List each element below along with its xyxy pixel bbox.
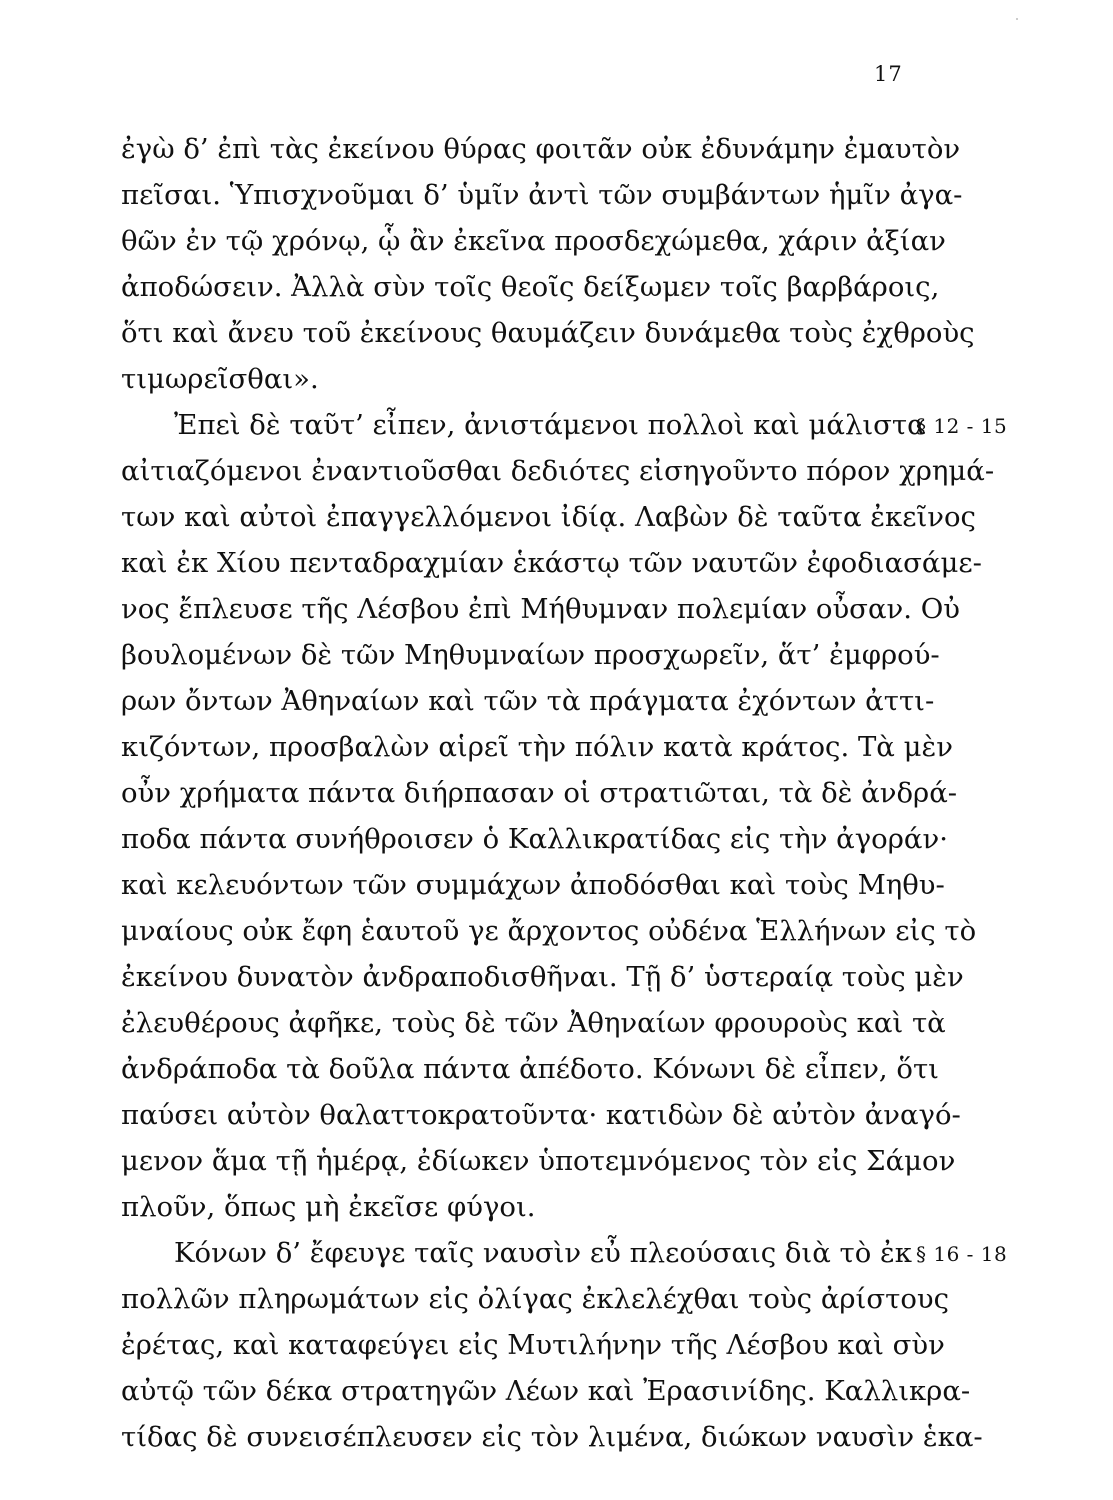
- text-line: τίδας δὲ συνεισέπλευσεν εἰς τὸν λιμένα, διώκων ναυσὶν ἑκα-: [121, 1421, 983, 1453]
- text-line: ὅτι καὶ ἄνευ τοῦ ἐκείνους θαυμάζειν δυνάμεθα τοὺς ἐχθροὺς: [121, 317, 975, 349]
- paragraph-start: Ἐπεὶ δὲ ταῦτ’ εἶπεν, ἀνιστάμενοι πολλοὶ καὶ μάλιστα: [174, 409, 926, 441]
- text-line: πλοῦν, ὅπως μὴ ἐκεῖσε φύγοι.: [121, 1191, 536, 1223]
- text-line: νος ἔπλευσε τῆς Λέσβου ἐπὶ Μήθυμναν πολεμίαν οὖσαν. Οὐ: [121, 593, 960, 625]
- text-line: καὶ κελευόντων τῶν συμμάχων ἀποδόσθαι καὶ τοὺς Μηθυ-: [121, 869, 945, 901]
- text-line: κιζόντων, προσβαλὼν αἱρεῖ τὴν πόλιν κατὰ κράτος. Τὰ μὲν: [121, 731, 953, 763]
- margin-section-ref: § 12 - 15: [916, 414, 1008, 438]
- text-line: πολλῶν πληρωμάτων εἰς ὀλίγας ἐκλελέχθαι τοὺς ἀρίστους: [121, 1283, 949, 1315]
- scan-speck: [1016, 18, 1018, 20]
- text-line: αἰτιαζόμενοι ἐναντιοῦσθαι δεδιότες εἰσηγοῦντο πόρον χρημά-: [121, 455, 995, 487]
- text-line: ἐγὼ δ’ ἐπὶ τὰς ἐκείνου θύρας φοιτᾶν οὐκ ἐδυνάμην ἐμαυτὸν: [121, 133, 961, 165]
- text-line: βουλομένων δὲ τῶν Μηθυμναίων προσχωρεῖν, ἅτ’ ἐμφρού-: [121, 639, 940, 671]
- page-number: 17: [874, 62, 903, 86]
- text-line: ἀποδώσειν. Ἀλλὰ σὺν τοῖς θεοῖς δείξωμεν τοῖς βαρβάροις,: [121, 271, 940, 303]
- text-line: των καὶ αὐτοὶ ἐπαγγελλόμενοι ἰδίᾳ. Λαβὼν δὲ ταῦτα ἐκεῖνος: [121, 501, 976, 533]
- text-line: οὖν χρήματα πάντα διήρπασαν οἱ στρατιῶται, τὰ δὲ ἀνδρά-: [121, 777, 958, 809]
- paragraph-start: Κόνων δ’ ἔφευγε ταῖς ναυσὶν εὖ πλεούσαις διὰ τὸ ἐκ: [174, 1237, 912, 1269]
- text-line: παύσει αὐτὸν θαλαττοκρατοῦντα· κατιδὼν δὲ αὐτὸν ἀναγό-: [121, 1099, 961, 1131]
- margin-section-ref: § 16 - 18: [916, 1242, 1008, 1266]
- text-line: μενον ἅμα τῇ ἡμέρᾳ, ἐδίωκεν ὑποτεμνόμενος τὸν εἰς Σάμον: [121, 1145, 956, 1177]
- text-line: ἀνδράποδα τὰ δοῦλα πάντα ἀπέδοτο. Κόνωνι δὲ εἶπεν, ὅτι: [121, 1053, 939, 1085]
- text-line: ποδα πάντα συνήθροισεν ὁ Καλλικρατίδας εἰς τὴν ἀγοράν·: [121, 823, 948, 855]
- text-line: αὐτῷ τῶν δέκα στρατηγῶν Λέων καὶ Ἐρασινίδης. Καλλικρα-: [121, 1375, 971, 1407]
- text-line: τιμωρεῖσθαι».: [121, 363, 319, 395]
- text-line: θῶν ἐν τῷ χρόνῳ, ᾧ ἂν ἐκεῖνα προσδεχώμεθα, χάριν ἀξίαν: [121, 225, 946, 257]
- text-line: ἐλευθέρους ἀφῆκε, τοὺς δὲ τῶν Ἀθηναίων φρουροὺς καὶ τὰ: [121, 1007, 946, 1039]
- text-line: πεῖσαι. Ὑπισχνοῦμαι δ’ ὑμῖν ἀντὶ τῶν συμβάντων ἡμῖν ἀγα-: [121, 179, 963, 211]
- text-line: ἐρέτας, καὶ καταφεύγει εἰς Μυτιλήνην τῆς Λέσβου καὶ σὺν: [121, 1329, 945, 1361]
- text-line: μναίους οὐκ ἔφη ἑαυτοῦ γε ἄρχοντος οὐδένα Ἑλλήνων εἰς τὸ: [121, 915, 977, 947]
- text-line: ἐκείνου δυνατὸν ἀνδραποδισθῆναι. Τῇ δ’ ὑστεραίᾳ τοὺς μὲν: [121, 961, 964, 993]
- text-line: καὶ ἐκ Χίου πενταδραχμίαν ἑκάστῳ τῶν ναυτῶν ἐφοδιασάμε-: [121, 547, 982, 579]
- text-line: ρων ὄντων Ἀθηναίων καὶ τῶν τὰ πράγματα ἐχόντων ἀττι-: [121, 685, 935, 717]
